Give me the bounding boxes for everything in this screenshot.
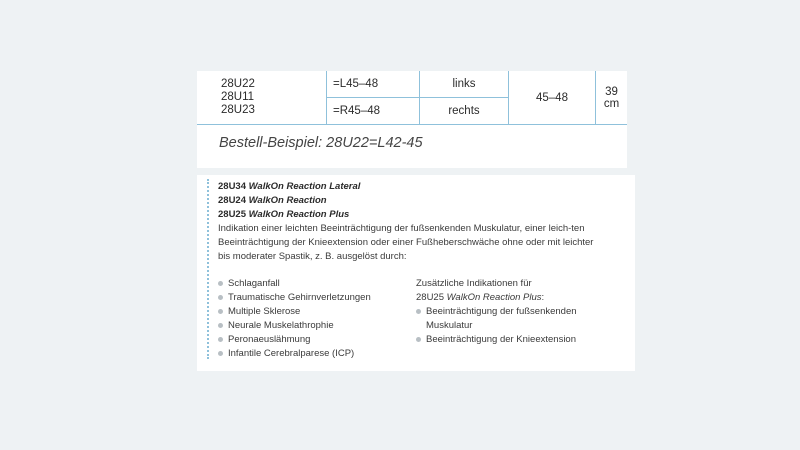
additional-suffix: : — [541, 292, 545, 303]
code-line: 28U22 — [221, 78, 255, 90]
additional-indications — [416, 277, 616, 347]
list-item-label: Beeinträchtigung der Knieextension — [426, 334, 576, 345]
left-code-cell: =L45–48 — [327, 71, 420, 98]
code-line: 28U11 — [221, 91, 255, 103]
indications-card — [197, 175, 635, 371]
right-side-cell: rechts — [420, 98, 509, 125]
product-line — [218, 194, 360, 208]
size-cell: 45–48 — [509, 71, 596, 125]
list-item — [218, 347, 371, 361]
bullet-icon — [218, 281, 223, 286]
product-code: 28U34 — [218, 181, 246, 192]
list-item — [416, 333, 616, 347]
bullet-icon — [218, 337, 223, 342]
additional-code: 28U25 — [416, 292, 444, 303]
product-name: WalkOn Reaction Plus — [248, 209, 350, 220]
product-line — [218, 180, 360, 194]
product-list — [218, 180, 360, 222]
indication-text: Indikation einer leichten Beeinträchtigung der fußsenkenden Muskulatur, einer leich-ten Beeinträchtigung der Knieextension oder einer Fußheberschwäche ohne oder mit leichter bis moderater Spastik, z. B. ausgelöst durch: — [218, 223, 594, 262]
list-item — [416, 305, 616, 333]
additional-name: WalkOn Reaction Plus — [446, 292, 542, 303]
left-side-cell: links — [420, 71, 509, 98]
list-item-label: Peronaeuslähmung — [228, 334, 311, 345]
length-cell: 39 cm — [596, 71, 628, 125]
product-codes-cell — [197, 71, 327, 125]
list-item-label: Multiple Sklerose — [228, 306, 301, 317]
size-table — [197, 71, 627, 125]
code-line: 28U23 — [221, 104, 255, 116]
list-item — [218, 277, 371, 291]
list-item — [218, 333, 371, 347]
product-name: WalkOn Reaction Lateral — [248, 181, 361, 192]
product-name: WalkOn Reaction — [248, 195, 327, 206]
list-item-label: Beeinträchtigung der fußsenkenden Muskulatur — [426, 306, 577, 331]
bullet-icon — [416, 309, 421, 314]
additional-product — [416, 291, 616, 305]
list-item — [218, 319, 371, 333]
bullet-icon — [218, 309, 223, 314]
additional-intro: Zusätzliche Indikationen für — [416, 278, 532, 289]
list-item-label: Infantile Cerebralparese (ICP) — [228, 348, 355, 359]
product-code: 28U25 — [218, 209, 246, 220]
list-item-label: Neurale Muskelathrophie — [228, 320, 334, 331]
bullet-icon — [416, 337, 421, 342]
condition-list — [218, 277, 371, 361]
list-item — [218, 291, 371, 305]
dotted-divider — [207, 179, 209, 359]
bullet-icon — [218, 323, 223, 328]
bullet-icon — [218, 351, 223, 356]
bullet-icon — [218, 295, 223, 300]
list-item-label: Schlaganfall — [228, 278, 280, 289]
order-example: Bestell-Beispiel: 28U22=L42-45 — [219, 135, 423, 151]
product-code: 28U24 — [218, 195, 246, 206]
product-line — [218, 208, 360, 222]
list-item-label: Traumatische Gehirnverletzungen — [228, 292, 371, 303]
right-code-cell: =R45–48 — [327, 98, 420, 125]
list-item — [218, 305, 371, 319]
size-table-card — [197, 71, 627, 168]
